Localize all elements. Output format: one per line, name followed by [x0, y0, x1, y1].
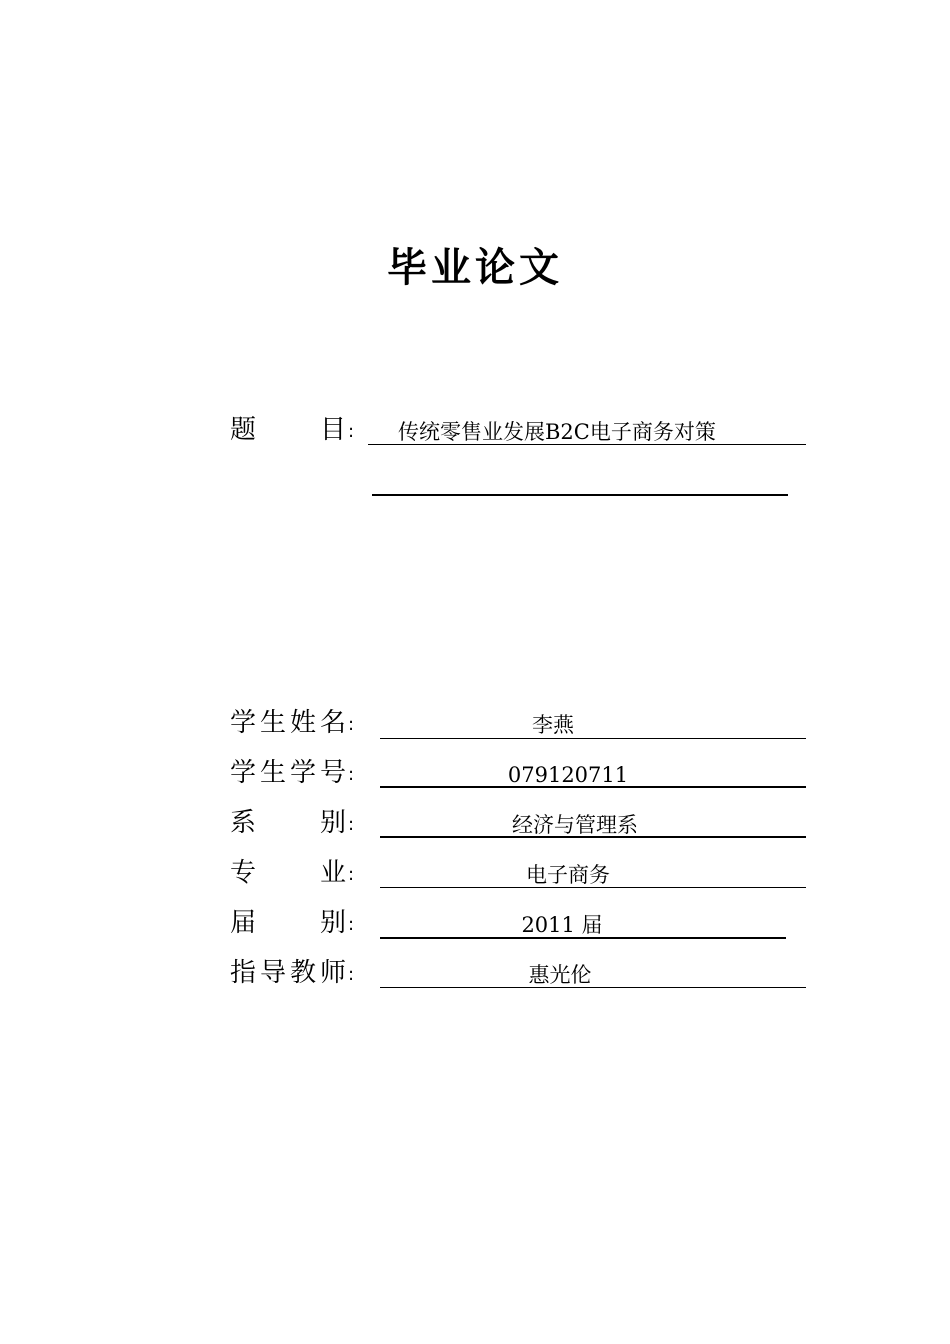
student-id-underline [380, 786, 806, 788]
student-name-label-row [230, 707, 354, 743]
major-colon: : [348, 864, 355, 885]
major-label-row [230, 857, 354, 893]
document-heading: 毕业论文 [387, 245, 563, 291]
student-id-label-row [230, 757, 354, 793]
department-underline [380, 836, 806, 838]
department-label: 系别 [230, 808, 346, 838]
class-year-value: 2011 届 [521, 913, 603, 937]
student-name-underline [380, 738, 806, 739]
student-name-value: 李燕 [532, 713, 574, 737]
class-year-label: 届别 [230, 908, 346, 938]
topic-value: 传统零售业发展B2C电子商务对策 [398, 420, 716, 444]
department-value: 经济与管理系 [512, 813, 638, 837]
major-value: 电子商务 [526, 863, 610, 887]
major-label: 专业 [230, 858, 346, 888]
topic-underline [368, 444, 806, 445]
advisor-label-row [230, 957, 354, 993]
major-underline [380, 887, 806, 888]
advisor-value: 惠光伦 [528, 963, 592, 987]
class-year-colon: : [348, 914, 355, 935]
topic-label-row [230, 414, 354, 450]
department-label-row [230, 807, 354, 843]
topic-colon: : [348, 421, 355, 442]
topic-underline-second [372, 494, 788, 496]
class-year-label-row [230, 907, 354, 943]
student-id-colon: : [348, 764, 355, 785]
student-name-colon: : [348, 714, 355, 735]
class-year-underline [380, 937, 786, 939]
student-id-label: 学生学号 [230, 758, 346, 788]
student-id-value: 079120711 [507, 763, 629, 787]
advisor-underline [380, 987, 806, 988]
advisor-label: 指导教师 [230, 958, 346, 988]
student-name-label: 学生姓名 [230, 708, 346, 738]
topic-label: 题目 [230, 415, 346, 445]
advisor-colon: : [348, 964, 355, 985]
department-colon: : [348, 814, 355, 835]
